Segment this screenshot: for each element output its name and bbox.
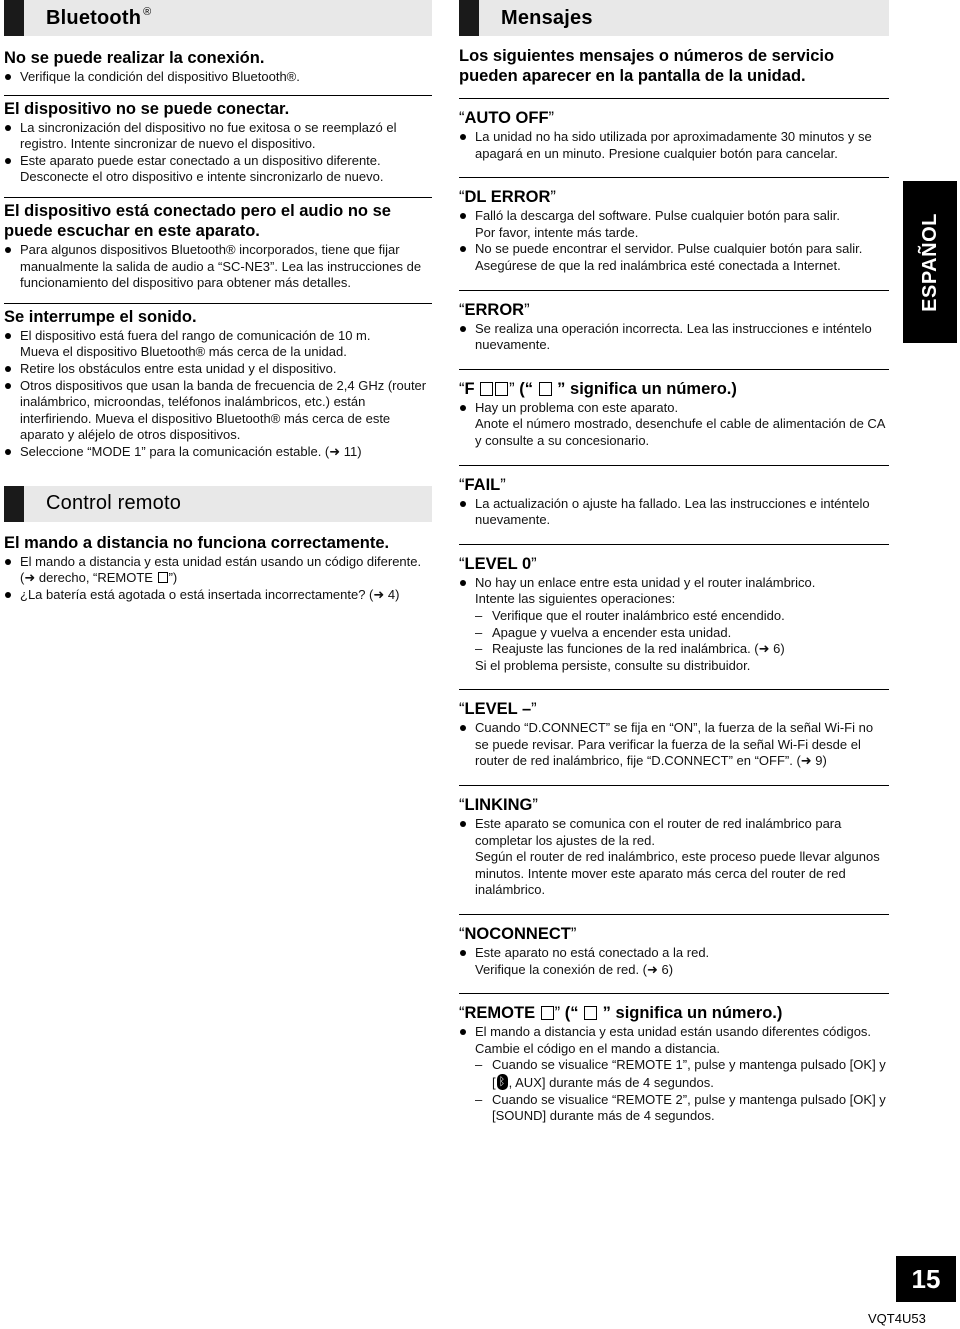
message-title: “LINKING” <box>459 796 538 815</box>
language-tab: ESPAÑOL <box>903 181 957 343</box>
list-item: La sincronización del dispositivo no fue exitosa o se reemplazó el registro. Intente sincronizar de nuevo el dispositivo. <box>4 120 432 153</box>
message-level-0 <box>459 544 889 675</box>
list-item: El mando a distancia y esta unidad están usando un código diferente. (➜ derecho, “REMOTE ”) <box>4 554 432 587</box>
number-placeholder <box>584 1006 597 1020</box>
message-title: “DL ERROR” <box>459 188 556 207</box>
message-list <box>459 98 889 354</box>
troubleshooting-item <box>4 95 432 186</box>
list-item: No se puede encontrar el servidor. Pulse cualquier botón para salir. Asegúrese de que la red inalámbrica esté conectada a Internet. <box>459 241 889 274</box>
right-column <box>459 0 889 1125</box>
troubleshooting-item <box>4 303 432 461</box>
message-item <box>459 290 889 354</box>
message-item <box>459 689 889 770</box>
troubleshooting-heading: El dispositivo está conectado pero el audio no se puede escuchar en este aparato. <box>4 201 391 240</box>
message-item <box>459 785 889 899</box>
list-item: El mando a distancia y esta unidad están usando diferentes códigos. Cambie el código en el mando a distancia. – Cuando se visualice “REMOTE 1”, pulse y mantenga pulsado [OK] y [ᛒ , AUX] durante más de 4 segundos. – Cuando se visualice “REMOTE 2”, pulse y mantenga pulsado [OK] y [SOUND] durante más de 4 segundos. <box>459 1024 889 1125</box>
message-list <box>459 689 889 978</box>
bluetooth-section-header <box>4 0 432 36</box>
message-title: “LEVEL 0” <box>459 554 537 573</box>
list-item: Hay un problema con este aparato. Anote el número mostrado, desenchufe el cable de alimentación de CA y consulte a su concesionario. <box>459 400 889 450</box>
troubleshooting-item <box>4 197 432 292</box>
list-item: Retire los obstáculos entre esta unidad y el dispositivo. <box>4 361 432 378</box>
message-item <box>459 177 889 274</box>
list-item: Para algunos dispositivos Bluetooth® incorporados, tiene que fijar manualmente la salida de audio a “SC-NE3”. Lea las instrucciones de funcionamiento del dispositivo para obtener más detalles. <box>4 242 432 292</box>
remote-section-title: Control remoto <box>46 492 182 514</box>
remote-section-header <box>4 486 432 522</box>
messages-section-header <box>459 0 889 36</box>
message-title: “FAIL” <box>459 475 506 494</box>
list-item: No hay un enlace entre esta unidad y el router inalámbrico. Intente las siguientes operaciones: – Verifique que el router inalámbrico esté encendido. – Apague y vuelva a encender esta unidad. – Reajuste las funciones de la red inalámbrica. (➜ 6) Si el problema persiste, consulte su distribuidor. <box>459 575 889 675</box>
message-item <box>459 98 889 162</box>
message-item <box>459 914 889 978</box>
number-placeholder <box>158 572 168 583</box>
remote-troubleshooting <box>4 533 432 604</box>
list-item: Este aparato no está conectado a la red. Verifique la conexión de red. (➜ 6) <box>459 945 889 978</box>
document-code: VQT4U53 <box>868 1311 926 1326</box>
messages-section-title: Mensajes <box>501 6 593 29</box>
list-item: Seleccione “MODE 1” para la comunicación estable. (➜ 11) <box>4 444 432 461</box>
list-item: El dispositivo está fuera del rango de comunicación de 10 m. Mueva el dispositivo Bluetooth® más cerca de la unidad. <box>4 328 432 361</box>
message-remote <box>459 993 889 1125</box>
bluetooth-section-title: Bluetooth ® <box>46 6 152 29</box>
message-title: “NOCONNECT” <box>459 925 577 944</box>
list-item: Este aparato puede estar conectado a un dispositivo diferente. Desconecte el otro dispositivo e intente sincronizarlo de nuevo. <box>4 153 432 186</box>
message-title: “AUTO OFF” <box>459 109 555 127</box>
message-item <box>459 465 889 529</box>
list-item: Otros dispositivos que usan la banda de frecuencia de 2,4 GHz (router inalámbrico, microondas, teléfonos inalámbricos, etc.) están interfiriendo. Mueva el dispositivo Bluetooth® más cerca de este aparato y aléjelo de otros dispositivos. <box>4 378 432 444</box>
list-item: La unidad no ha sido utilizada por aproximadamente 30 minutos y se apagará en un minuto. Presione cualquier botón para cancelar. <box>459 129 889 162</box>
troubleshooting-heading: Se interrumpe el sonido. <box>4 307 197 326</box>
left-column <box>4 0 432 603</box>
message-list <box>459 465 889 529</box>
bluetooth-icon <box>497 1074 508 1090</box>
section-marker <box>4 486 24 522</box>
troubleshooting-item <box>4 48 432 86</box>
section-marker <box>459 0 479 36</box>
message-title: “LEVEL –” <box>459 700 537 719</box>
messages-intro: Los siguientes mensajes o números de servicio pueden aparecer en la pantalla de la unidad. <box>459 47 835 85</box>
section-marker <box>4 0 24 36</box>
list-item: ¿La batería está agotada o está insertada incorrectamente? (➜ 4) <box>4 587 432 604</box>
message-title: “REMOTE ” (“ ” significa un número.) <box>459 1004 783 1023</box>
number-placeholder <box>539 382 552 396</box>
list-item: Cuando “D.CONNECT” se fija en “ON”, la fuerza de la señal Wi-Fi no se puede revisar. Para verificar la fuerza de la señal Wi-Fi desde el router de red inalámbrico, fije “D.CONNECT” en “OFF”. (➜ 9) <box>459 720 889 770</box>
remote-heading: El mando a distancia no funciona correctamente. <box>4 533 390 552</box>
troubleshooting-heading: No se puede realizar la conexión. <box>4 49 265 67</box>
list-item: La actualización o ajuste ha fallado. Lea las instrucciones e inténtelo nuevamente. <box>459 496 889 529</box>
troubleshooting-heading: El dispositivo no se puede conectar. <box>4 99 290 118</box>
message-f-number <box>459 369 889 450</box>
message-title: “F ” (“ ” significa un número.) <box>459 379 737 398</box>
list-item: Se realiza una operación incorrecta. Lea las instrucciones e inténtelo nuevamente. <box>459 321 889 354</box>
list-item: Este aparato se comunica con el router de red inalámbrico para completar los ajustes de la red. Según el router de red inalámbrico, este proceso puede llevar algunos minutos. Intente mover este aparato más cerca del router de red inalámbrico. <box>459 816 889 899</box>
list-item: Falló la descarga del software. Pulse cualquier botón para salir. Por favor, intente más tarde. <box>459 208 889 241</box>
bluetooth-troubleshooting <box>4 48 432 461</box>
message-title: “ERROR” <box>459 300 530 319</box>
list-item: Verifique la condición del dispositivo Bluetooth®. <box>4 69 432 86</box>
page-number: 15 <box>896 1256 956 1302</box>
